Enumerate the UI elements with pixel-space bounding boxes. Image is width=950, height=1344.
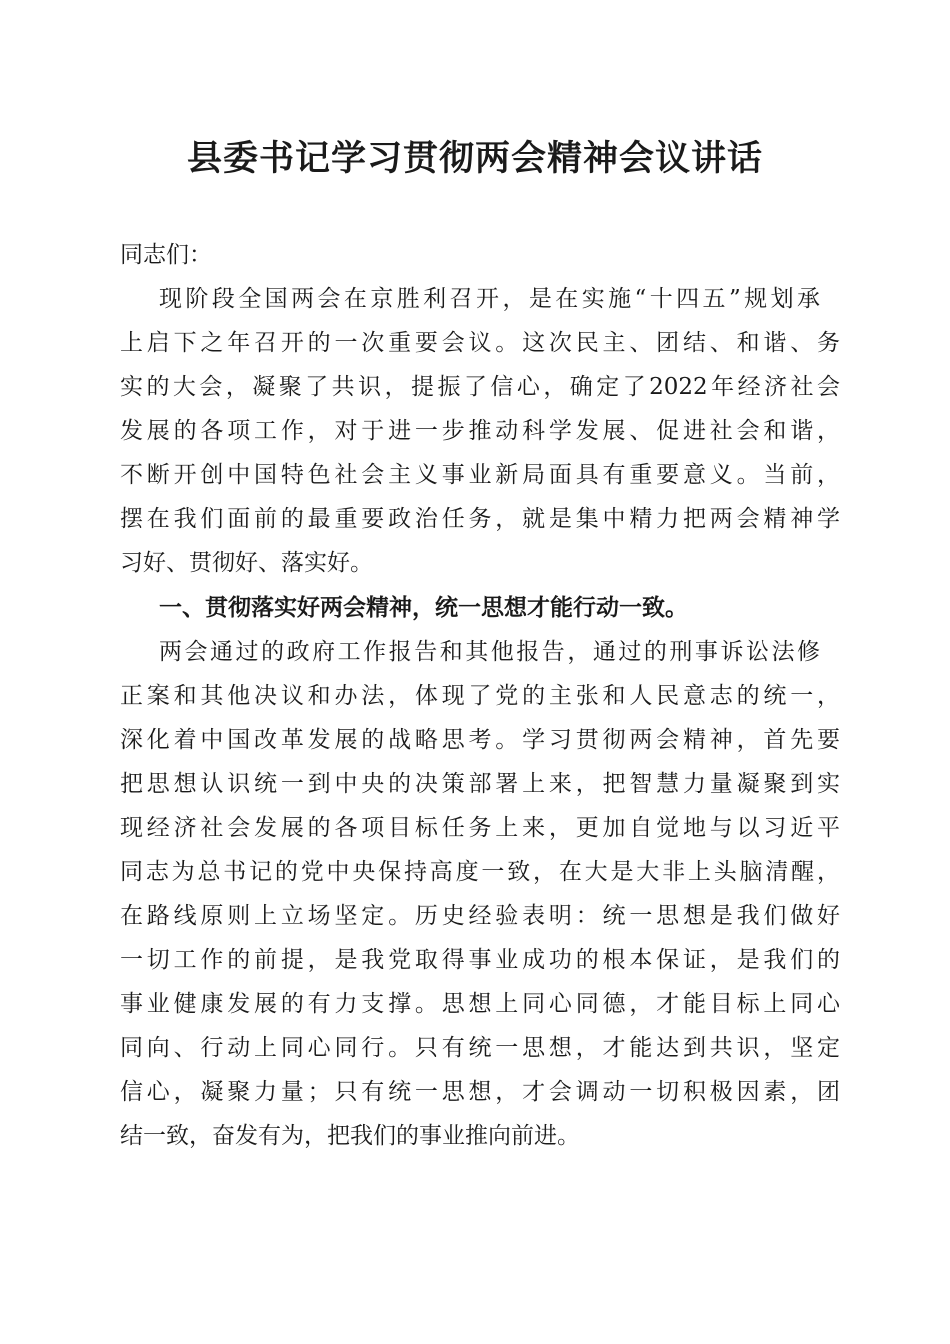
- document-title: 县委书记学习贯彻两会精神会议讲话: [186, 138, 763, 179]
- section-heading-1: 一、贯彻落实好两会精神，统一思想才能行动一致。: [159, 595, 688, 621]
- paragraph-line: 不断开创中国特色社会主义事业新局面具有重要意义。当前，: [120, 462, 840, 488]
- paragraph-line: 同向、行动上同心同行。只有统一思想，才能达到共识，坚定: [120, 1035, 840, 1061]
- paragraph-line: 上启下之年召开的一次重要会议。这次民主、团结、和谐、务: [120, 330, 840, 356]
- paragraph-line: 现经济社会发展的各项目标任务上来，更加自觉地与以习近平: [120, 815, 840, 841]
- paragraph-line: 一切工作的前提，是我党取得事业成功的根本保证，是我们的: [120, 947, 840, 973]
- paragraph-line: 摆在我们面前的最重要政治任务，就是集中精力把两会精神学: [120, 506, 840, 532]
- paragraph-line: 同志为总书记的党中央保持高度一致，在大是大非上头脑清醒，: [120, 859, 840, 885]
- paragraph-line: 在路线原则上立场坚定。历史经验表明：统一思想是我们做好: [120, 903, 840, 929]
- paragraph-line: 事业健康发展的有力支撑。思想上同心同德，才能目标上同心: [120, 991, 840, 1017]
- paragraph-line: 发展的各项工作，对于进一步推动科学发展、促进社会和谐，: [120, 418, 840, 444]
- paragraph-line: 习好、贯彻好、落实好。: [120, 550, 373, 576]
- paragraph-line: 现阶段全国两会在京胜利召开，是在实施“十四五”规划承: [159, 286, 820, 312]
- paragraph-line: 正案和其他决议和办法，体现了党的主张和人民意志的统一，: [120, 683, 840, 709]
- paragraph-line: 两会通过的政府工作报告和其他报告，通过的刑事诉讼法修: [159, 639, 820, 665]
- paragraph-line: 深化着中国改革发展的战略思考。学习贯彻两会精神，首先要: [120, 727, 840, 753]
- salutation: 同志们：: [120, 242, 212, 268]
- paragraph-line: 实的大会，凝聚了共识，提振了信心，确定了2022年经济社会: [120, 374, 840, 400]
- paragraph-line: 信心，凝聚力量；只有统一思想，才会调动一切积极因素，团: [120, 1079, 840, 1105]
- paragraph-line: 把思想认识统一到中央的决策部署上来，把智慧力量凝聚到实: [120, 771, 840, 797]
- paragraph-line: 结一致，奋发有为，把我们的事业推向前进。: [120, 1123, 580, 1149]
